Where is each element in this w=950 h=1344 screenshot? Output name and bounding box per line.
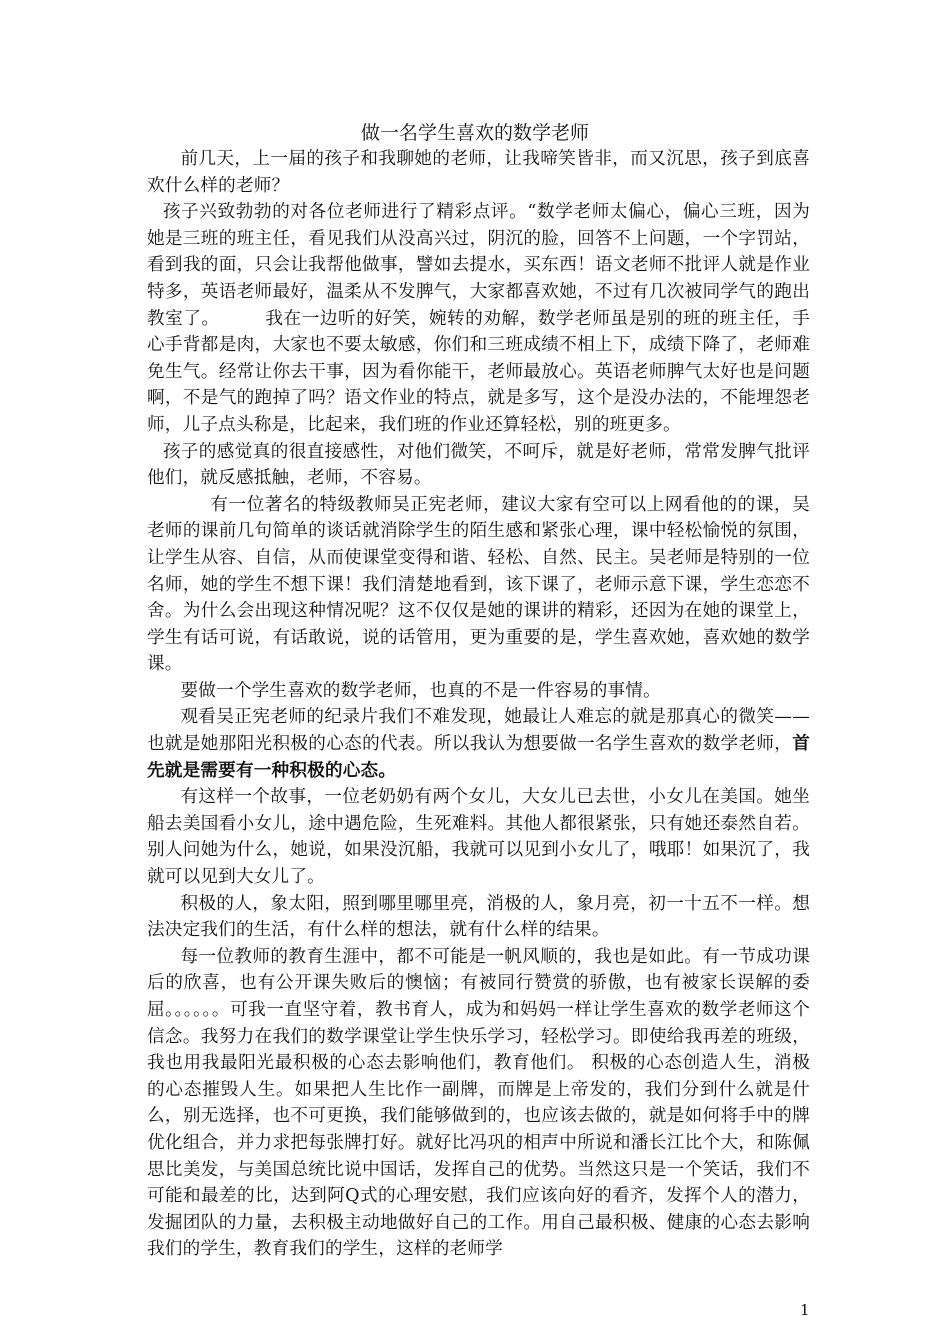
paragraph: 有一位著名的特级教师吴正宪老师，建议大家有空可以上网看他的的课，吴老师的课前几句简单的谈话就消除学生的陌生感和紧张心理，课中轻松愉悦的氛围，让学生从容、自信，从而使课堂变得和谐、轻松、自然、民主。吴老师是特别的一位名师，她的学生不想下课！我们清楚地看到，该下课了，老师示意下课，学生恋恋不舍。为什么会出现这种情况呢？这不仅仅是她的课讲的精彩，还因为在她的课堂上，学生有话可说，有话敢说，说的话管用，更为重要的是，学生喜欢她，喜欢她的数学课。 bbox=[147, 494, 810, 675]
paragraph: 积极的人，象太阳，照到哪里哪里亮，消极的人，象月亮，初一十五不一样。想法决定我们的生活，有什么样的想法，就有什么样的结果。 bbox=[147, 893, 810, 941]
paragraph-text: 观看吴正宪老师的纪录片我们不难发现，她最让人难忘的就是那真心的微笑——也就是她那阳光积极的心态的代表。所以我认为想要做一名学生喜欢的数学老师， bbox=[147, 707, 810, 755]
page-number: 1 bbox=[800, 1301, 810, 1319]
paragraph: 孩子的感觉真的很直接感性，对他们微笑，不呵斥，就是好老师，常常发脾气批评他们，就反感抵触，老师，不容易。 bbox=[147, 441, 810, 489]
document-body bbox=[147, 146, 810, 1263]
paragraph bbox=[147, 704, 810, 784]
paragraph: 前几天，上一届的孩子和我聊她的老师，让我啼笑皆非，而又沉思，孩子到底喜欢什么样的老师？ bbox=[147, 149, 810, 196]
paragraph: 孩子兴致勃勃的对各位老师进行了精彩点评。“数学老师太偏心，偏心三班，因为她是三班的班主任，看见我们从没高兴过，阴沉的脸，回答不上问题，一个字罚站，看到我的面，只会让我帮他做事，譬如去提水，买东西！语文老师不批评人就是作业特多，英语老师最好，温柔从不发脾气，大家都喜欢她，不过有几次被同学气的跑出教室了。 我在一边听的好笑，婉转的劝解，数学老师虽是别的班的班主任，手心手背都是肉，大家也不要太敏感，你们和三班成绩不相上下，成绩下降了，老师难免生气。经常让你去干事，因为看你能干，老师最放心。英语老师脾气太好也是问题啊，不是气的跑掉了吗？语文作业的特点，就是多写，这个是没办法的，不能埋怨老师，儿子点头称是，比起来，我们班的作业还算轻松，别的班更多。 bbox=[147, 202, 810, 435]
emphasis-text: 首先就是需要有一种积极的心态。 bbox=[147, 733, 810, 781]
paragraph: 有这样一个故事，一位老奶奶有两个女儿，大女儿已去世，小女儿在美国。她坐船去美国看小女儿，途中遇危险，生死难料。其他人都很紧张，只有她还泰然自若。别人问她为什么，她说，如果没沉船，我就可以见到小女儿了，哦耶！如果沉了，我就可以见到大女儿了。 bbox=[147, 787, 810, 888]
paragraph: 要做一个学生喜欢的数学老师，也真的不是一件容易的事情。 bbox=[180, 680, 661, 701]
document-title: 做一名学生喜欢的数学老师 bbox=[360, 122, 589, 144]
paragraph: 每一位教师的教育生涯中，都不可能是一帆风顺的，我也是如此。有一节成功课后的欣喜，也有公开课失败后的懊恼；有被同行赞赏的骄傲，也有被家长误解的委屈。。。。。。可我一直坚守着，教书育人，成为和妈妈一样让学生喜欢的数学老师这个信念。我努力在我们的数学课堂让学生快乐学习，轻松学习。即使给我再差的班级，我也用我最阳光最积极的心态去影响他们，教育他们。 积极的心态创造人生，消极的心态摧毁人生。如果把人生比作一副牌，而牌是上帝发的，我们分到什么就是什么，别无选择，也不可更换，我们能够做到的，也应该去做的，就是如何将手中的牌优化组合，并力求把每张牌打好。就好比冯巩的相声中所说和潘长江比个大，和陈佩思比美发，与美国总统比说中国话，发挥自己的优势。当然这只是一个笑话，我们不可能和最差的比，达到阿Q式的心理安慰，我们应该向好的看齐，发挥个人的潜力，发掘团队的力量，去积极主动地做好自己的工作。用自己最积极、健康的心态去影响我们的学生，教育我们的学生，这样的老师学 bbox=[147, 946, 810, 1260]
